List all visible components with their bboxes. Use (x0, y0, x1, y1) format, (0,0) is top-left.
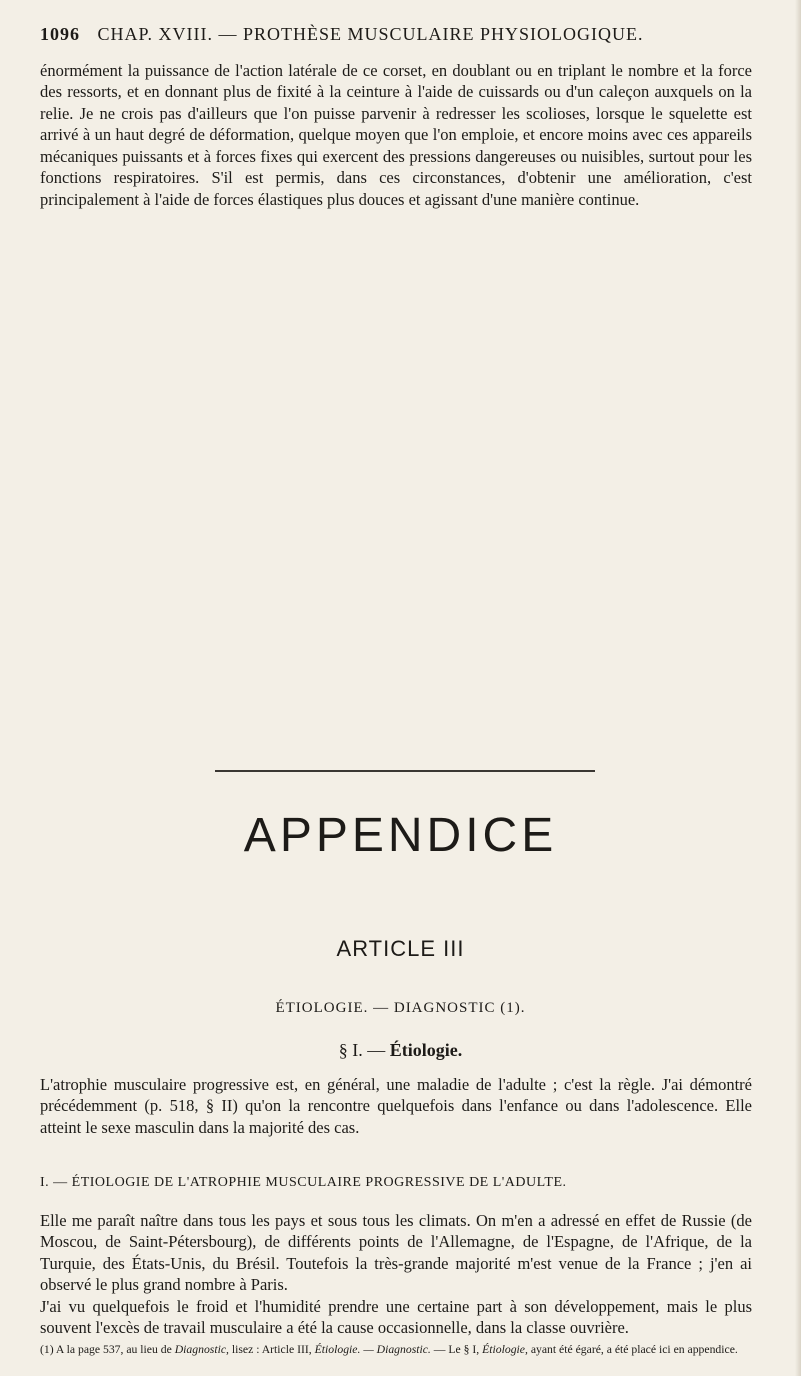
paragraph-causes: J'ai vu quelquefois le froid et l'humidité prendre une certaine part à son développement, mais le plus souvent l'excès de travail musculaire a été la cause occasionnelle, dans la classe ouvrière. (40, 1297, 752, 1338)
section-label: Étiologie. (389, 1040, 463, 1060)
paragraph-geography: Elle me paraît naître dans tous les pays et sous tous les climats. On m'en a adressé en effet de Russie (de Moscou, de Saint-Pétersbourg), de différents points de l'Allemagne, de l'Espagne, de l'Afrique, de la Turquie, des États-Unis, du Brésil. Toutefois la très-grande majorité m'est venue de la France ; j'en ai observé le plus grand nombre à Paris. (40, 1211, 752, 1295)
section-title (0, 1040, 801, 1061)
footnote-text-2: lisez : Article III, (231, 1343, 312, 1356)
section-prefix: § I. — (338, 1040, 386, 1060)
footnote-text-1: A la page 537, au lieu de (55, 1343, 172, 1356)
article-title: ARTICLE III (336, 936, 465, 961)
footnote-italic-1: Diagnostic, (174, 1343, 229, 1356)
footnote-text-3: — Le § I, (433, 1343, 480, 1356)
chapter-heading: CHAP. XVIII. — PROTHÈSE MUSCULAIRE PHYSIOLOGIQUE. (97, 24, 644, 44)
article-subtitle: ÉTIOLOGIE. — DIAGNOSTIC (1). (275, 1000, 526, 1016)
footnote-marker: (1) (40, 1343, 54, 1356)
footnote (40, 1343, 752, 1358)
footnote-italic-3: Étiologie, (482, 1343, 528, 1356)
paragraph-intro: L'atrophie musculaire progressive est, en général, une maladie de l'adulte ; c'est la règle. J'ai démontré précédemment (p. 518, § II) qu'on la rencontre quelquefois dans l'enfance ou dans l'adolescence. Elle atteint le sexe masculin dans la majorité des cas. (40, 1075, 752, 1137)
paragraph-continuation: énormément la puissance de l'action latérale de ce corset, en doublant ou en triplant le nombre et la force des ressorts, et en donnant plus de fixité à la ceinture à l'aide de cuissards ou d'un caleçon auxquels on la relie. Je ne crois pas d'ailleurs que l'on puisse parvenir à redresser les scolioses, lorsque le squelette est arrivé à un haut degré de déformation, quelque moyen que l'on emploie, et encore moins avec ces appareils mécaniques puissants et à forces fixes qui exercent des pressions dangereuses ou nuisibles, surtout pour les fonctions respiratoires. S'il est permis, dans ces circonstances, d'obtenir une amélioration, c'est principalement à l'aide de forces élastiques plus douces et agissant d'une manière continue. (40, 61, 752, 209)
page-edge-shadow (795, 0, 801, 1376)
appendix-title: APPENDICE (243, 809, 558, 862)
footnote-italic-2: Étiologie. — Diagnostic. (314, 1343, 431, 1356)
footnote-text-4: ayant été égaré, a été placé ici en appendice. (530, 1343, 738, 1356)
subsection-heading: I. — ÉTIOLOGIE DE L'ATROPHIE MUSCULAIRE PROGRESSIVE DE L'ADULTE. (40, 1175, 567, 1190)
running-head (40, 24, 760, 45)
page-number: 1096 (40, 24, 80, 44)
horizontal-rule (215, 770, 595, 772)
